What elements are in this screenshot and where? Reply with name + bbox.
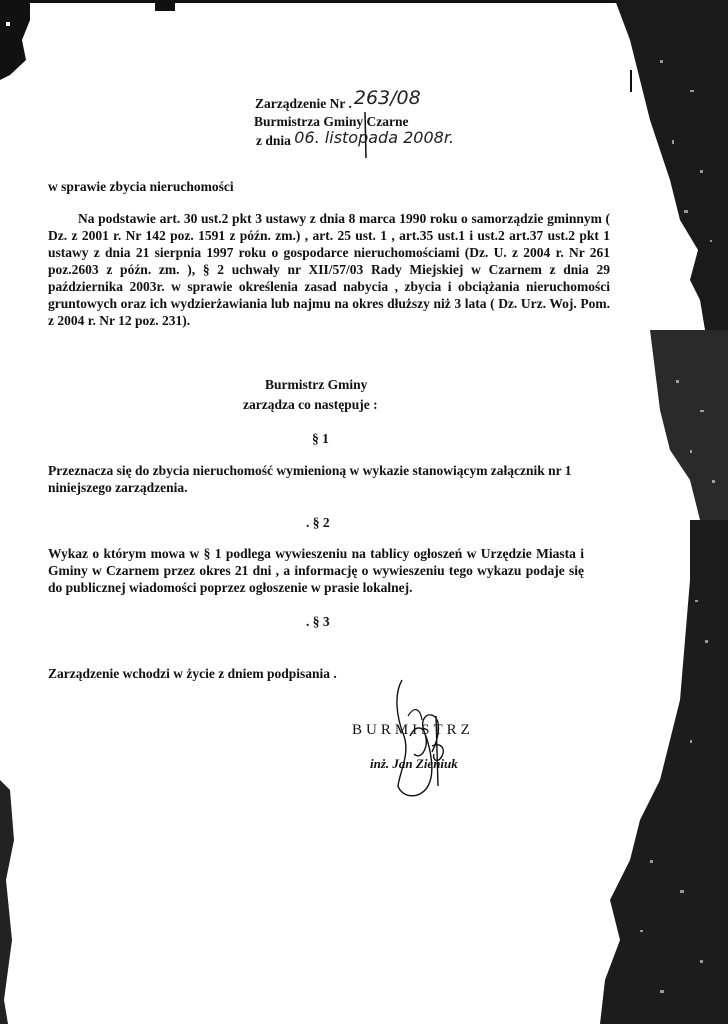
stamp-title: BURMISTRZ [352,722,474,738]
order-label: Zarządzenie Nr . [255,96,352,111]
section-1-text: Przeznacza się do zbycia nieruchomość wymienioną w wykazie stanowiącym załącznik nr 1 niniejszego zarządzenia. [48,463,572,495]
date-line [256,128,455,149]
signature [380,676,470,802]
issuer: Burmistrza Gminy Czarne [254,114,409,129]
section-2-mark: . § 2 [306,515,330,530]
subject: w sprawie zbycia nieruchomości [48,179,234,194]
section-3-text: Zarządzenie wchodzi w życie z dniem podpisania . [48,666,337,681]
ink-stroke [362,110,370,160]
order-number-line [255,87,421,112]
decree-line-1: Burmistrz Gminy [265,377,368,392]
section-3-mark: . § 3 [306,614,330,629]
legal-basis-paragraph: Na podstawie art. 30 ust.2 pkt 3 ustawy z dnia 8 marca 1990 roku o samorządzie gminnym ( Dz. z 2001 r. Nr 142 poz. 1591 z późn. zm.) , art. 25 ust. 1 , art.35 ust.1 i ust.2 art.37 ust.2 pkt 1 ustawy z dnia 21 sierpnia 1997 roku o gospodarce nieruchomościami (Dz. U. z 2004 r. Nr 261 poz.2603 z późn. zm. ), § 2 uchwały nr XII/57/03 Rady Miejskiej w Czarnem z dnia 29 października 2003r. w sprawie określenia zasad nabycia , zbycia i obciążania nieruchomości gruntowych oraz ich wydzierżawiania lub najmu na okres dłuższy niż 3 lata ( Dz. Urz. Woj. Pom. z 2004 r. Nr 12 poz. 231). [48,211,610,328]
section-1-mark: § 1 [312,431,329,446]
decree-line-2: zarządza co następuje : [243,397,378,412]
section-2-text: Wykaz o którym mowa w § 1 podlega wywieszeniu na tablicy ogłoszeń w Urzędzie Miasta i Gminy w Czarnem przez okres 21 dni , a informację o wywieszeniu tego wykazu podaje się do publicznej wiadomości poprzez ogłoszenie w prasie lokalnej. [48,546,584,595]
stamp-name: inż. Jan Zieniuk [370,756,458,771]
date-handwritten: 06. listopada 2008r. [294,128,455,147]
order-number-handwritten: 263/08 [353,87,421,109]
date-label: z dnia [256,133,291,148]
